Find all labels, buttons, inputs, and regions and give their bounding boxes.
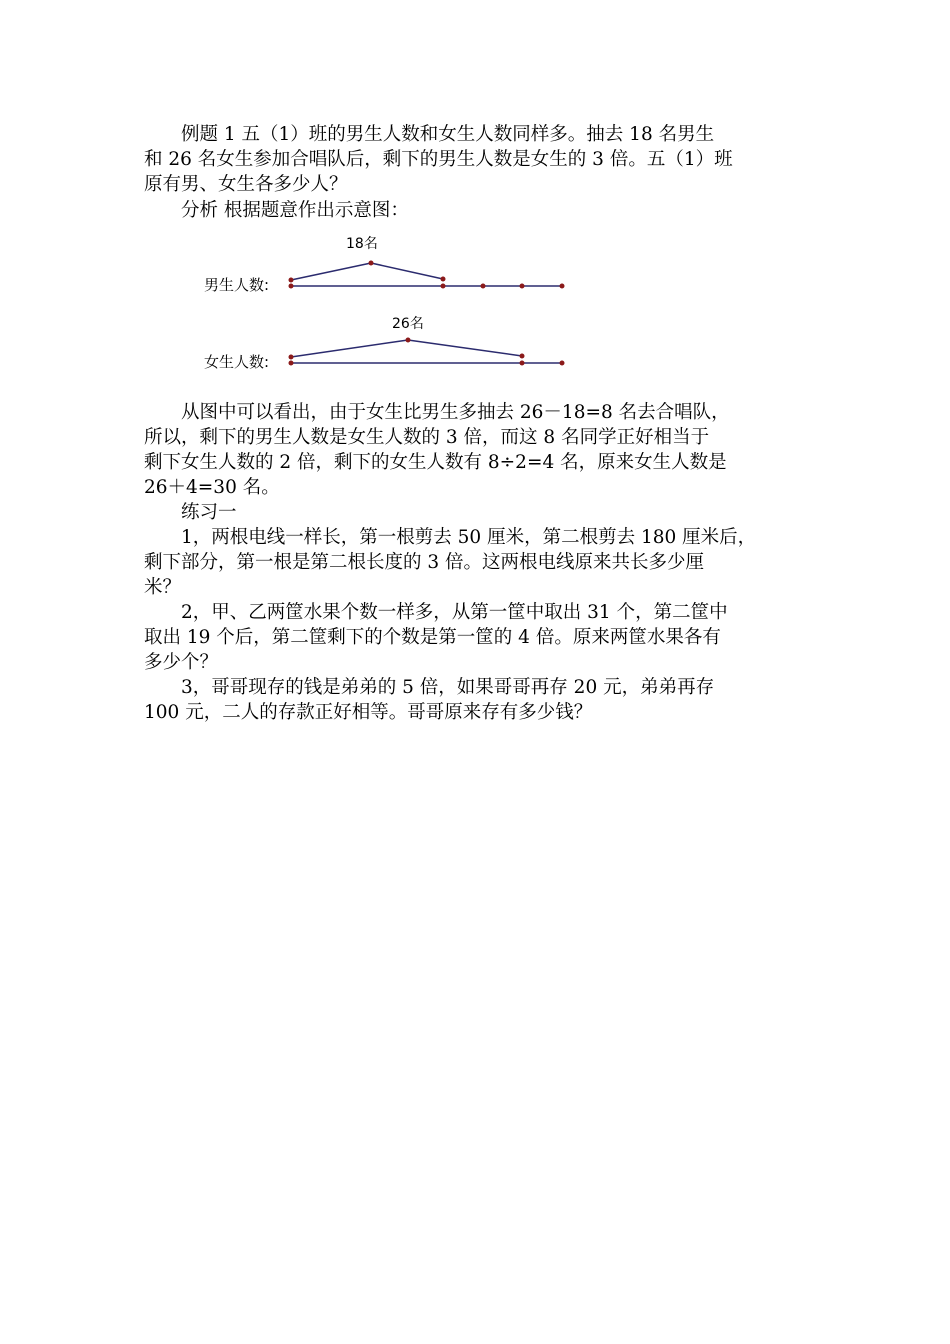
example-line: 和 26 名女生参加合唱队后，剩下的男生人数是女生的 3 倍。五（1）班: [144, 149, 733, 170]
girls-segment: [291, 340, 562, 363]
example-line: 例题 1 五（1）班的男生人数和女生人数同样多。抽去 18 名男生: [181, 124, 715, 145]
question-line: 剩下部分，第一根是第二根长度的 3 倍。这两根电线原来共长多少厘: [144, 552, 705, 573]
explanation: [144, 400, 810, 500]
explanation-line: 剩下女生人数的 2 倍，剩下的女生人数有 8÷2=4 名，原来女生人数是: [144, 452, 727, 473]
dot: [441, 277, 446, 282]
question-line: 2，甲、乙两筐水果个数一样多，从第一筐中取出 31 个，第二筐中: [181, 602, 728, 623]
girls-removed-label: 26名: [392, 316, 424, 332]
dot: [441, 284, 446, 289]
dot: [289, 284, 294, 289]
dot: [289, 361, 294, 366]
explanation-line: 从图中可以看出，由于女生比男生多抽去 26－18=8 名去合唱队，: [181, 402, 730, 423]
practice-question-2: [144, 600, 810, 675]
dot: [520, 354, 525, 359]
question-line: 100 元，二人的存款正好相等。哥哥原来存有多少钱？: [144, 702, 593, 723]
question-line: 1，两根电线一样长，第一根剪去 50 厘米，第二根剪去 180 厘米后，: [181, 527, 757, 548]
boys-label: 男生人数:: [204, 276, 270, 294]
dot: [560, 284, 565, 289]
practice-title: [144, 500, 810, 525]
analysis-text: 分析 根据题意作出示意图：: [181, 200, 409, 221]
dot: [560, 361, 565, 366]
line-segment-diagram: [196, 228, 576, 378]
practice-title-text: 练习一: [181, 502, 237, 523]
practice-question-3: [144, 675, 810, 725]
dot: [289, 355, 294, 360]
question-line: 取出 19 个后，第二筐剩下的个数是第一筐的 4 倍。原来两筐水果各有: [144, 627, 721, 648]
dot: [520, 361, 525, 366]
boys-segment: [291, 263, 562, 286]
dot: [369, 261, 374, 266]
dot: [406, 338, 411, 343]
boys-dots: [289, 261, 565, 289]
question-line: 米？: [144, 577, 182, 598]
explanation-line: 26＋4=30 名。: [144, 477, 280, 498]
example-problem: [144, 122, 810, 197]
practice-question-1: [144, 525, 810, 600]
question-line: 3，哥哥现存的钱是弟弟的 5 倍，如果哥哥再存 20 元，弟弟再存: [181, 677, 715, 698]
dot: [520, 284, 525, 289]
explanation-line: 所以，剩下的男生人数是女生人数的 3 倍，而这 8 名同学正好相当于: [144, 427, 710, 448]
question-line: 多少个？: [144, 652, 219, 673]
dot: [481, 284, 486, 289]
boys-removed-label: 18名: [346, 236, 378, 252]
analysis-heading: [144, 198, 810, 223]
example-line: 原有男、女生各多少人？: [144, 174, 348, 195]
girls-label: 女生人数:: [204, 353, 270, 371]
dot: [289, 278, 294, 283]
